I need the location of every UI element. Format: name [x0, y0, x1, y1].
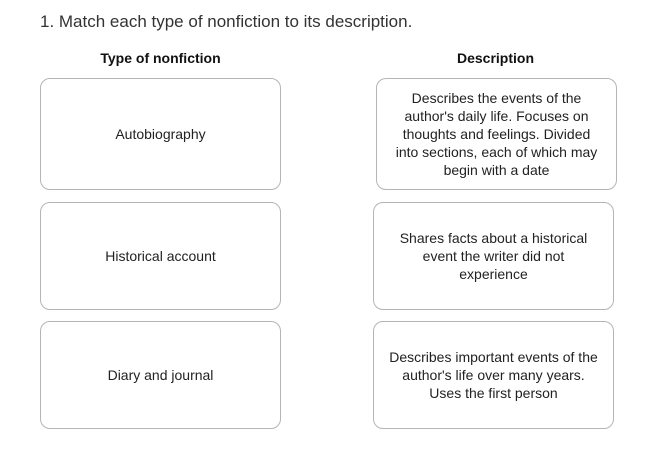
description-card-text: Describes important events of the author's life over many years. Uses the first person: [389, 349, 598, 401]
question-text: 1. Match each type of nonfiction to its description.: [40, 12, 413, 31]
type-card-label: Autobiography: [115, 126, 206, 142]
description-card-historical-event[interactable]: [373, 202, 614, 310]
description-card-text: Shares facts about a historical event the writer did not experience: [399, 230, 588, 282]
description-card-text: Describes the events of the author's daily life. Focuses on thoughts and feelings. Divided into sections, each of which may begin with a date: [395, 90, 598, 178]
type-card-historical-account[interactable]: [40, 202, 281, 310]
type-card-diary-and-journal[interactable]: [40, 321, 281, 429]
type-column-header: Type of nonfiction: [100, 50, 221, 66]
type-card-label: Diary and journal: [107, 367, 214, 383]
type-card-label: Historical account: [105, 248, 216, 264]
description-card-daily-life[interactable]: [376, 78, 617, 190]
type-card-autobiography[interactable]: [40, 78, 281, 190]
description-column-header: Description: [456, 50, 534, 66]
description-card-life-events[interactable]: [373, 321, 614, 429]
